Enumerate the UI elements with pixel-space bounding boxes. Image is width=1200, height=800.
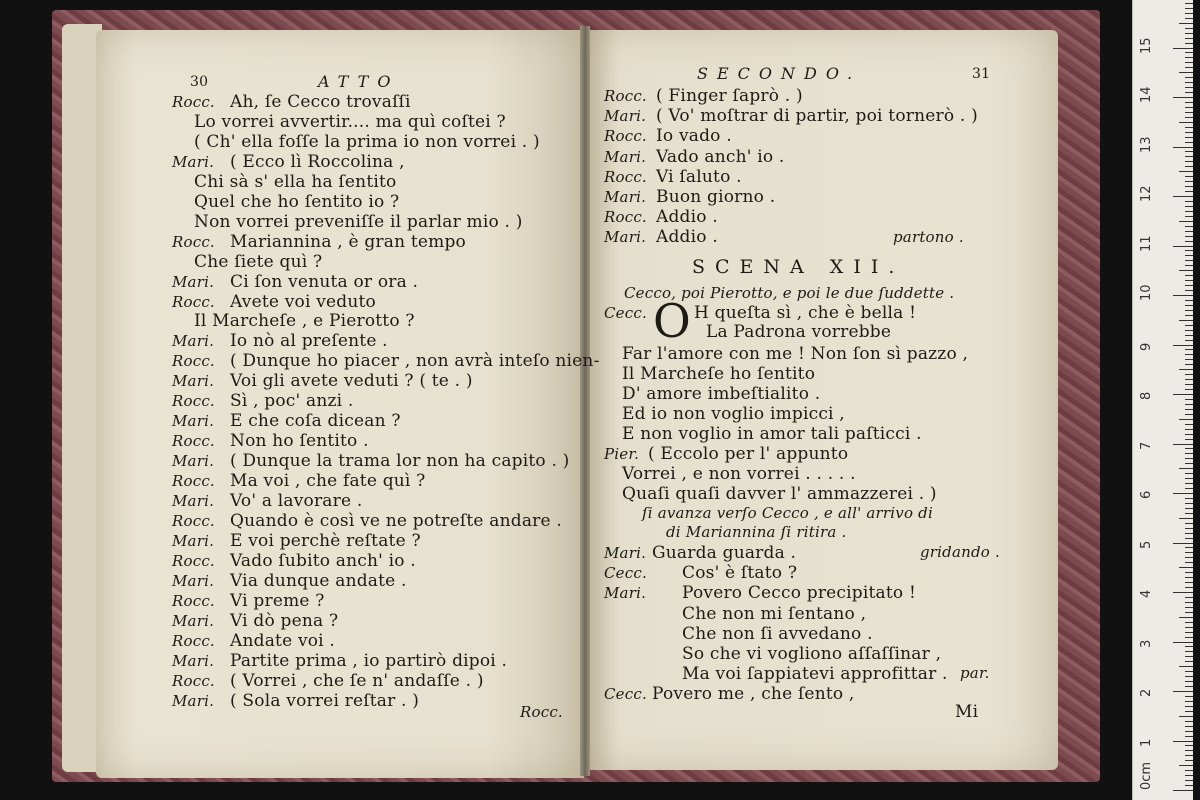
ruler-tick xyxy=(1185,52,1193,53)
ruler-tick xyxy=(1185,33,1193,34)
ruler-tick xyxy=(1185,389,1193,390)
ruler-tick xyxy=(1185,117,1193,118)
ruler-tick xyxy=(1185,597,1193,598)
ruler-tick xyxy=(1185,211,1193,212)
speaker-label: Rocc. xyxy=(604,127,647,146)
ruler-tick xyxy=(1185,483,1193,484)
ruler-tick xyxy=(1185,498,1193,499)
speaker-label: Mari. xyxy=(172,452,215,471)
speaker-label: Mari. xyxy=(172,412,215,431)
ruler-tick xyxy=(1173,691,1193,692)
scene-cast: Cecco, poi Pierotto, e poi le due ſuddette . xyxy=(624,284,955,302)
text-line: Addio . xyxy=(656,207,718,228)
stage-direction-gridando: gridando . xyxy=(920,543,1000,561)
ruler-tick xyxy=(1185,216,1193,217)
ruler-tick xyxy=(1173,790,1193,791)
text-line: Vi preme ? xyxy=(230,590,325,611)
text-line: ( Ch' ella foſſe la prima io non vorrei . ) xyxy=(194,131,540,152)
ruler-tick xyxy=(1185,424,1193,425)
ruler-label: 4 xyxy=(1139,589,1154,598)
ruler-tick xyxy=(1185,478,1193,479)
speaker-label: Rocc. xyxy=(172,232,215,251)
ruler-tick xyxy=(1179,72,1193,73)
speaker-label: Rocc. xyxy=(172,631,215,650)
ruler-tick xyxy=(1179,468,1193,469)
text-line: ( Dunque ho piacer , non avrà inteſo nien- xyxy=(230,351,600,372)
text-line: Avete voi veduto xyxy=(230,291,376,312)
speaker-label: Mari. xyxy=(172,272,215,291)
text-line: Quel che ho ſentito io ? xyxy=(194,191,400,212)
speaker-label: Mari. xyxy=(172,611,215,630)
ruler-tick xyxy=(1185,785,1193,786)
ruler-tick xyxy=(1185,8,1193,9)
ruler-tick xyxy=(1185,354,1193,355)
speaker-label: Mari. xyxy=(172,531,215,550)
ruler-tick xyxy=(1185,513,1193,514)
ruler-tick xyxy=(1185,760,1193,761)
ruler-tick xyxy=(1185,458,1193,459)
ruler-tick xyxy=(1185,547,1193,548)
ruler-tick xyxy=(1185,721,1193,722)
ruler-tick xyxy=(1185,87,1193,88)
ruler-tick xyxy=(1185,191,1193,192)
text-line: Ed io non voglio impicci , xyxy=(622,404,845,424)
ruler-tick xyxy=(1179,270,1193,271)
text-line: Il Marcheſe ho ſentito xyxy=(622,364,816,384)
ruler-tick xyxy=(1185,236,1193,237)
speaker-label: Mari. xyxy=(172,332,215,351)
ruler-tick xyxy=(1185,656,1193,657)
ruler-tick xyxy=(1173,543,1193,544)
ruler-tick xyxy=(1173,444,1193,445)
right-catchword: Mi xyxy=(955,702,979,722)
ruler-tick xyxy=(1185,404,1193,405)
text-line: Quando è così ve ne potreſte andare . xyxy=(230,510,562,531)
ruler-tick xyxy=(1179,518,1193,519)
ruler-tick xyxy=(1185,384,1193,385)
ruler-tick xyxy=(1185,706,1193,707)
ruler-tick xyxy=(1185,142,1193,143)
ruler-tick xyxy=(1185,582,1193,583)
text-line: La Padrona vorrebbe xyxy=(706,322,892,342)
ruler-tick xyxy=(1185,28,1193,29)
ruler-tick xyxy=(1185,637,1193,638)
text-line: Io vado . xyxy=(656,126,732,147)
ruler-tick xyxy=(1185,711,1193,712)
ruler-tick xyxy=(1185,632,1193,633)
ruler-tick xyxy=(1179,666,1193,667)
ruler-tick xyxy=(1185,453,1193,454)
ruler-tick xyxy=(1185,463,1193,464)
ruler-tick xyxy=(1185,602,1193,603)
ruler-tick xyxy=(1173,147,1193,148)
ruler-tick xyxy=(1179,716,1193,717)
ruler-tick xyxy=(1185,577,1193,578)
speaker-label: Rocc. xyxy=(172,352,215,371)
ruler-tick xyxy=(1185,775,1193,776)
ruler-label: 1 xyxy=(1139,738,1154,747)
text-line: Ah, ſe Cecco trovaſſi xyxy=(230,92,411,112)
speaker-label: Cecc. xyxy=(604,304,647,322)
left-catchword: Rocc. xyxy=(520,703,563,721)
text-line: D' amore imbeſtialito . xyxy=(622,384,821,404)
ruler-tick xyxy=(1173,493,1193,494)
ruler-label: 14 xyxy=(1139,86,1154,103)
ruler-tick xyxy=(1179,369,1193,370)
speaker-label: Rocc. xyxy=(172,591,215,610)
ruler-tick xyxy=(1179,617,1193,618)
ruler-tick xyxy=(1185,231,1193,232)
speaker-label: Rocc. xyxy=(604,87,647,105)
ruler-tick xyxy=(1185,335,1193,336)
text-line: Che ſiete quì ? xyxy=(194,251,323,272)
ruler-tick xyxy=(1185,508,1193,509)
text-line: H queſta sì , che è bella ! xyxy=(694,303,917,323)
text-line: E non voglio in amor tali paſticci . xyxy=(622,424,922,444)
ruler-label: 2 xyxy=(1139,688,1154,697)
text-line: Vado anch' io . xyxy=(656,146,785,167)
text-line: Vo' a lavorare . xyxy=(230,491,363,511)
ruler-label: 10 xyxy=(1139,284,1154,301)
ruler-tick xyxy=(1185,701,1193,702)
text-line: E voi perchè reſtate ? xyxy=(230,530,421,551)
ruler-tick xyxy=(1185,651,1193,652)
text-line: Lo vorrei avvertir.... ma quì coſtei ? xyxy=(194,111,506,132)
ruler-tick xyxy=(1173,48,1193,49)
speaker-label: Cecc. xyxy=(604,685,647,704)
speaker-label: Pier. xyxy=(604,445,640,463)
speaker-label: Rocc. xyxy=(604,167,647,186)
ruler-label: 9 xyxy=(1139,342,1154,351)
ruler-tick xyxy=(1179,122,1193,123)
ruler-tick xyxy=(1185,241,1193,242)
ruler-tick xyxy=(1185,3,1193,4)
text-line: Non vorrei preveniſſe il parlar mio . ) xyxy=(194,211,523,232)
speaker-label: Rocc. xyxy=(172,93,215,111)
ruler-tick xyxy=(1185,82,1193,83)
ruler-tick xyxy=(1185,414,1193,415)
ruler-tick xyxy=(1173,196,1193,197)
ruler-tick xyxy=(1185,132,1193,133)
ruler-tick xyxy=(1185,374,1193,375)
speaker-label: Mari. xyxy=(172,152,215,171)
text-line: Guarda guarda . xyxy=(652,543,797,563)
ruler-tick xyxy=(1185,77,1193,78)
ruler-tick xyxy=(1185,473,1193,474)
speaker-label: Mari. xyxy=(172,651,215,670)
ruler-tick xyxy=(1185,533,1193,534)
text-line: ( Ecco lì Roccolina , xyxy=(230,151,405,172)
ruler-tick xyxy=(1185,745,1193,746)
text-line: Io nò al preſente . xyxy=(230,331,388,352)
ruler-tick xyxy=(1185,562,1193,563)
ruler-tick xyxy=(1185,206,1193,207)
text-line: Partite prima , io partirò dipoi . xyxy=(230,650,508,671)
drop-cap: O xyxy=(653,294,691,348)
measurement-ruler xyxy=(1132,0,1193,800)
speaker-label: Mari. xyxy=(604,544,647,562)
ruler-tick xyxy=(1185,488,1193,489)
ruler-label: 8 xyxy=(1139,391,1154,400)
text-line: ( Vo' moſtrar di partir, poi tornerò . ) xyxy=(656,106,978,127)
ruler-tick xyxy=(1185,325,1193,326)
text-line: ( Eccolo per l' appunto xyxy=(648,444,849,464)
ruler-tick xyxy=(1185,503,1193,504)
ruler-tick xyxy=(1173,246,1193,247)
ruler-tick xyxy=(1185,349,1193,350)
scene-title: SCENA XII. xyxy=(692,256,905,278)
speaker-label: Rocc. xyxy=(172,671,215,690)
ruler-tick xyxy=(1185,750,1193,751)
ruler-tick xyxy=(1185,780,1193,781)
ruler-label: 7 xyxy=(1139,441,1154,450)
speaker-label: Mari. xyxy=(172,492,215,510)
ruler-tick xyxy=(1185,161,1193,162)
text-line: Vi ſaluto . xyxy=(656,166,742,187)
speaker-label: Rocc. xyxy=(172,392,215,411)
text-line: Cos' è ſtato ? xyxy=(682,563,798,584)
speaker-label: Mari. xyxy=(172,691,215,710)
text-line: ( Vorrei , che ſe n' andaſſe . ) xyxy=(230,670,484,691)
right-page-number: 31 xyxy=(972,66,991,82)
text-line: E che coſa dicean ? xyxy=(230,411,401,432)
ruler-tick xyxy=(1185,340,1193,341)
speaker-label: Rocc. xyxy=(172,472,215,491)
speaker-label: Mari. xyxy=(604,228,647,247)
ruler-tick xyxy=(1185,359,1193,360)
ruler-tick xyxy=(1185,671,1193,672)
ruler-tick xyxy=(1185,439,1193,440)
ruler-tick xyxy=(1185,557,1193,558)
ruler-tick xyxy=(1185,18,1193,19)
ruler-tick xyxy=(1185,102,1193,103)
ruler-tick xyxy=(1185,330,1193,331)
ruler-tick xyxy=(1185,736,1193,737)
ruler-tick xyxy=(1185,448,1193,449)
text-line: ( Dunque la trama lor non ha capito . ) xyxy=(230,451,570,472)
ruler-tick xyxy=(1185,528,1193,529)
ruler-tick xyxy=(1185,627,1193,628)
ruler-tick xyxy=(1185,201,1193,202)
ruler-label: 13 xyxy=(1139,135,1154,153)
book-gutter xyxy=(580,26,590,776)
ruler-tick xyxy=(1173,741,1193,742)
text-line: Mariannina , è gran tempo xyxy=(230,231,466,252)
ruler-tick xyxy=(1185,156,1193,157)
ruler-tick xyxy=(1185,92,1193,93)
ruler-tick xyxy=(1185,305,1193,306)
ruler-tick xyxy=(1173,642,1193,643)
text-line: Via dunque andate . xyxy=(230,570,407,591)
ruler-tick xyxy=(1185,181,1193,182)
ruler-tick xyxy=(1185,731,1193,732)
text-line: Voi gli avete veduti ? ( te . ) xyxy=(230,371,473,392)
ruler-tick xyxy=(1185,137,1193,138)
left-running-head: ATTO xyxy=(318,72,400,91)
ruler-tick xyxy=(1185,176,1193,177)
ruler-tick xyxy=(1185,755,1193,756)
ruler-tick xyxy=(1185,379,1193,380)
ruler-tick xyxy=(1185,770,1193,771)
ruler-tick xyxy=(1185,13,1193,14)
ruler-tick xyxy=(1185,280,1193,281)
text-line: Non ho ſentito . xyxy=(230,431,369,452)
speaker-label: Mari. xyxy=(604,584,647,603)
speaker-label: Rocc. xyxy=(172,511,215,530)
ruler-tick xyxy=(1185,38,1193,39)
speaker-label: Mari. xyxy=(172,372,215,391)
ruler-tick xyxy=(1179,765,1193,766)
ruler-tick xyxy=(1185,434,1193,435)
ruler-label: 6 xyxy=(1139,490,1154,499)
ruler-tick xyxy=(1185,250,1193,251)
stage-direction-2: di Mariannina ſi ritira . xyxy=(666,523,847,541)
ruler-tick xyxy=(1185,290,1193,291)
ruler-tick xyxy=(1173,345,1193,346)
ruler-tick xyxy=(1185,696,1193,697)
ruler-tick xyxy=(1185,265,1193,266)
text-line: ( Sola vorrei reſtar . ) xyxy=(230,690,420,711)
text-line: Il Marcheſe , e Pierotto ? xyxy=(194,311,415,332)
ruler-tick xyxy=(1185,661,1193,662)
ruler-tick xyxy=(1179,567,1193,568)
speaker-label: Mari. xyxy=(604,107,647,126)
text-line: Vorrei , e non vorrei . . . . . xyxy=(622,464,856,484)
ruler-tick xyxy=(1185,409,1193,410)
ruler-tick xyxy=(1185,686,1193,687)
text-line: Che non ſi avvedano . xyxy=(682,623,873,644)
ruler-tick xyxy=(1185,364,1193,365)
text-line: Buon giorno . xyxy=(656,187,776,207)
ruler-tick xyxy=(1185,587,1193,588)
ruler-tick xyxy=(1185,429,1193,430)
ruler-tick xyxy=(1179,221,1193,222)
ruler-tick xyxy=(1179,23,1193,24)
ruler-tick xyxy=(1185,572,1193,573)
text-line: Vado ſubito anch' io . xyxy=(230,550,416,571)
ruler-label: 12 xyxy=(1139,185,1154,202)
text-line: Ma voi ſappiatevi approfittar . xyxy=(682,664,948,685)
ruler-tick xyxy=(1185,726,1193,727)
text-line: Ma voi , che fate quì ? xyxy=(230,471,426,492)
speaker-label: Rocc. xyxy=(604,208,647,227)
ruler-tick xyxy=(1185,646,1193,647)
ruler-tick xyxy=(1185,607,1193,608)
ruler-tick xyxy=(1173,295,1193,296)
ruler-tick xyxy=(1185,315,1193,316)
ruler-tick xyxy=(1173,394,1193,395)
text-line: Vi dò pena ? xyxy=(230,610,339,631)
ruler-label: 15 xyxy=(1139,36,1154,54)
text-line: Che non mi ſentano , xyxy=(682,603,867,624)
ruler-tick xyxy=(1185,57,1193,58)
speaker-label: Mari. xyxy=(604,188,647,206)
text-line: Addio . xyxy=(656,227,718,248)
ruler-tick xyxy=(1173,97,1193,98)
ruler-tick xyxy=(1185,107,1193,108)
ruler-tick xyxy=(1185,676,1193,677)
ruler-tick xyxy=(1179,171,1193,172)
ruler-tick xyxy=(1185,681,1193,682)
ruler-tick xyxy=(1185,255,1193,256)
ruler-tick xyxy=(1185,310,1193,311)
text-line: Quaſi quaſi davver l' ammazzerei . ) xyxy=(622,484,937,504)
ruler-tick xyxy=(1185,62,1193,63)
ruler-tick xyxy=(1185,166,1193,167)
speaker-label: Rocc. xyxy=(172,292,215,311)
text-line: Chi sà s' ella ha ſentito xyxy=(194,171,397,192)
ruler-tick xyxy=(1179,419,1193,420)
ruler-tick xyxy=(1185,612,1193,613)
ruler-label: 5 xyxy=(1139,540,1154,549)
text-line: So che vi vogliono aſſaſſinar , xyxy=(682,644,942,664)
text-line: Sì , poc' anzi . xyxy=(230,391,354,412)
speaker-label: Mari. xyxy=(172,571,215,590)
stage-direction-par: par. xyxy=(960,664,990,682)
ruler-tick xyxy=(1185,43,1193,44)
ruler-tick xyxy=(1185,67,1193,68)
stage-direction-1: ſi avanza verſo Cecco , e all' arrivo di xyxy=(642,504,933,522)
ruler-tick xyxy=(1185,186,1193,187)
text-line: Ci ſon venuta or ora . xyxy=(230,271,419,292)
speaker-label: Cecc. xyxy=(604,564,647,583)
right-running-head: SECONDO. xyxy=(697,64,862,83)
ruler-tick xyxy=(1185,285,1193,286)
ruler-tick xyxy=(1185,552,1193,553)
text-line: Povero Cecco precipitato ! xyxy=(682,583,916,604)
ruler-tick xyxy=(1179,320,1193,321)
ruler-tick xyxy=(1185,300,1193,301)
ruler-tick xyxy=(1185,399,1193,400)
stage-direction-partono: partono . xyxy=(893,228,964,246)
ruler-tick xyxy=(1185,260,1193,261)
text-line: Far l'amore con me ! Non ſon sì pazzo , xyxy=(622,344,969,364)
text-line: Povero me , che ſento , xyxy=(652,684,855,705)
left-page-number: 30 xyxy=(190,74,209,90)
ruler-label: 0cm xyxy=(1139,761,1154,790)
speaker-label: Rocc. xyxy=(172,432,215,451)
ruler-label: 3 xyxy=(1139,639,1154,648)
ruler-label: 11 xyxy=(1139,234,1154,252)
text-line: Andate voi . xyxy=(230,630,336,651)
speaker-label: Rocc. xyxy=(172,551,215,570)
text-line: ( Finger ſaprò . ) xyxy=(656,86,803,106)
speaker-label: Mari. xyxy=(604,147,647,166)
ruler-tick xyxy=(1185,275,1193,276)
ruler-tick xyxy=(1185,151,1193,152)
ruler-tick xyxy=(1173,592,1193,593)
ruler-tick xyxy=(1185,538,1193,539)
ruler-tick xyxy=(1185,226,1193,227)
ruler-tick xyxy=(1185,622,1193,623)
ruler-tick xyxy=(1185,523,1193,524)
ruler-tick xyxy=(1185,127,1193,128)
ruler-tick xyxy=(1185,112,1193,113)
